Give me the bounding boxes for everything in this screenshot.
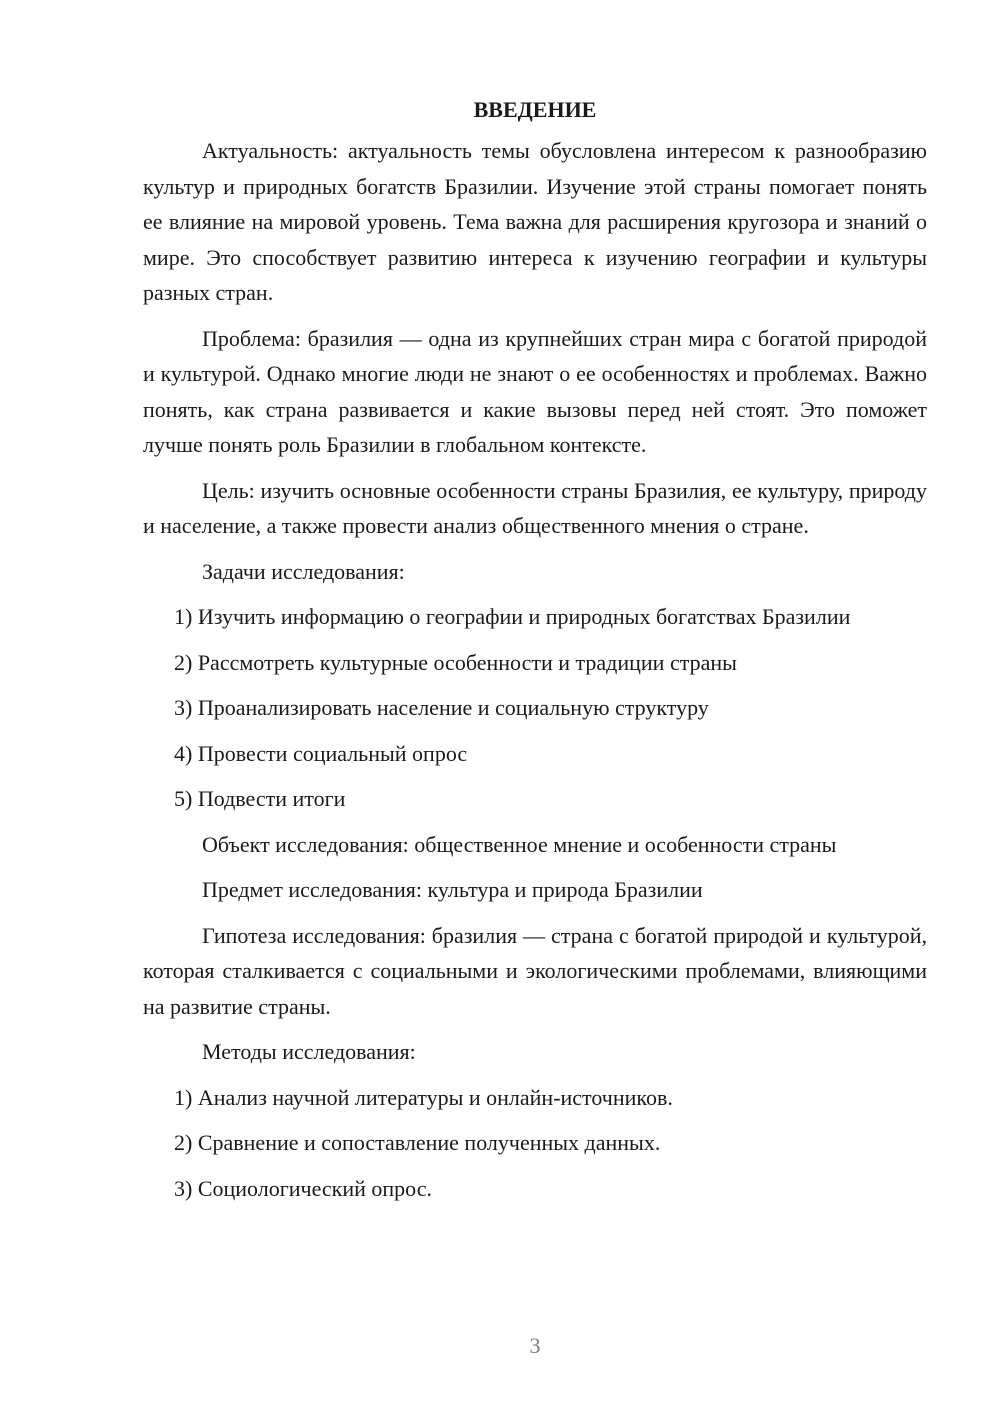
hypothesis-paragraph: Гипотеза исследования: бразилия — страна с богатой природой и культурой, которая сталкивается с социальными и экологическими проблемами, влияющими на развитие страны.	[143, 922, 927, 1019]
task-item-2: 2) Рассмотреть культурные особенности и традиции страны	[174, 649, 737, 675]
method-item-2: 2) Сравнение и сопоставление полученных данных.	[174, 1130, 661, 1155]
task-item-3: 3) Проанализировать население и социальную структуру	[174, 695, 709, 720]
task-item-5: 5) Подвести итоги	[174, 786, 346, 811]
methods-title: Методы исследования:	[202, 1039, 416, 1064]
task-item-4: 4) Провести социальный опрос	[174, 740, 468, 766]
problem-paragraph: Проблема: бразилия — одна из крупнейших стран мира с богатой природой и культурой. Однако многие люди не знают о ее особенностях и проблемах. Важно понять, как страна развивается и какие вызовы перед ней стоят. Это поможет лучше понять роль Бразилии в глобальном контексте.	[143, 325, 927, 457]
method-item-1: 1) Анализ научной литературы и онлайн-источников.	[174, 1084, 673, 1110]
page-number: 3	[529, 1333, 541, 1358]
document-body	[143, 92, 927, 1206]
object-statement: Объект исследования: общественное мнение и особенности страны	[202, 831, 837, 857]
task-item-1: 1) Изучить информацию о географии и природных богатствах Бразилии	[174, 604, 851, 629]
tasks-title: Задачи исследования:	[202, 558, 405, 584]
relevance-paragraph: Актуальность: актуальность темы обусловлена интересом к разнообразию культур и природных богатств Бразилии. Изучение этой страны помогает понять ее влияние на мировой уровень. Тема важна для расширения кругозора и знаний о мире. Это способствует развитию интереса к изучению географии и культуры разных стран.	[143, 138, 927, 305]
method-item-3: 3) Социологический опрос.	[174, 1175, 432, 1201]
section-heading: ВВЕДЕНИЕ	[473, 97, 597, 122]
subject-statement: Предмет исследования: культура и природа Бразилии	[202, 877, 703, 902]
goal-paragraph: Цель: изучить основные особенности страны Бразилия, ее культуру, природу и население, а также провести анализ общественного мнения о стране.	[143, 477, 927, 538]
